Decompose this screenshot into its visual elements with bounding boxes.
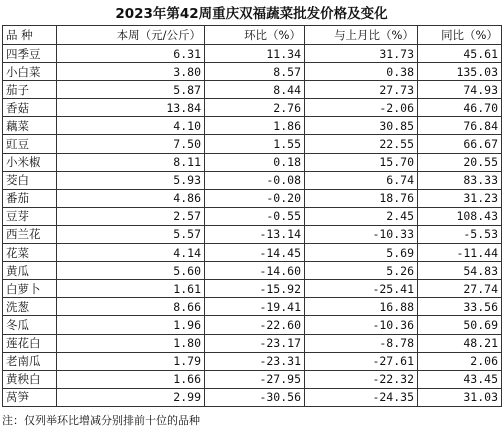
cell-week-change: 0.18	[205, 153, 305, 171]
table-row	[3, 225, 502, 243]
cell-week-change: 8.57	[205, 63, 305, 81]
table-row	[3, 352, 502, 370]
cell-variety: 西兰花	[3, 225, 57, 243]
cell-month-change: 30.85	[305, 117, 418, 135]
cell-variety: 番茄	[3, 189, 57, 207]
table-row	[3, 388, 502, 406]
table-row	[3, 370, 502, 388]
table-row	[3, 316, 502, 334]
cell-price: 3.80	[57, 63, 205, 81]
cell-week-change: 8.44	[205, 81, 305, 99]
table-row	[3, 262, 502, 280]
cell-month-change: 16.88	[305, 298, 418, 316]
cell-price: 5.60	[57, 262, 205, 280]
cell-price: 5.93	[57, 171, 205, 189]
table-row	[3, 99, 502, 117]
cell-variety: 洗葱	[3, 298, 57, 316]
cell-month-change: 5.26	[305, 262, 418, 280]
cell-variety: 白萝卜	[3, 280, 57, 298]
cell-variety: 冬瓜	[3, 316, 57, 334]
cell-year-change: 27.74	[418, 280, 502, 298]
cell-week-change: -30.56	[205, 388, 305, 406]
cell-month-change: -2.06	[305, 99, 418, 117]
cell-week-change: -0.08	[205, 171, 305, 189]
cell-variety: 藕菜	[3, 117, 57, 135]
cell-month-change: -27.61	[305, 352, 418, 370]
cell-month-change: 6.74	[305, 171, 418, 189]
cell-year-change: -11.44	[418, 244, 502, 262]
cell-price: 6.31	[57, 45, 205, 63]
cell-year-change: 43.45	[418, 370, 502, 388]
table-row	[3, 153, 502, 171]
cell-week-change: -0.20	[205, 189, 305, 207]
cell-week-change: -27.95	[205, 370, 305, 388]
cell-year-change: 83.33	[418, 171, 502, 189]
header-year-change: 同比（%）	[418, 26, 502, 45]
cell-year-change: 66.67	[418, 135, 502, 153]
cell-year-change: 50.69	[418, 316, 502, 334]
header-month-change: 与上月比（%）	[305, 26, 418, 45]
cell-week-change: -13.14	[205, 225, 305, 243]
table-row	[3, 135, 502, 153]
cell-variety: 莴笋	[3, 388, 57, 406]
cell-variety: 小米椒	[3, 153, 57, 171]
cell-week-change: -23.17	[205, 334, 305, 352]
cell-year-change: 20.55	[418, 153, 502, 171]
cell-price: 2.57	[57, 207, 205, 225]
cell-month-change: -24.35	[305, 388, 418, 406]
cell-month-change: -22.32	[305, 370, 418, 388]
cell-variety: 豆芽	[3, 207, 57, 225]
cell-variety: 黄秧白	[3, 370, 57, 388]
cell-month-change: -10.36	[305, 316, 418, 334]
cell-price: 1.66	[57, 370, 205, 388]
cell-month-change: 27.73	[305, 81, 418, 99]
cell-price: 1.61	[57, 280, 205, 298]
cell-month-change: -10.33	[305, 225, 418, 243]
table-row	[3, 117, 502, 135]
cell-price: 4.10	[57, 117, 205, 135]
cell-year-change: 54.83	[418, 262, 502, 280]
cell-price: 13.84	[57, 99, 205, 117]
cell-price: 5.87	[57, 81, 205, 99]
table-row	[3, 45, 502, 63]
cell-price: 1.79	[57, 352, 205, 370]
cell-year-change: 31.23	[418, 189, 502, 207]
cell-year-change: 2.06	[418, 352, 502, 370]
cell-year-change: 45.61	[418, 45, 502, 63]
cell-price: 7.50	[57, 135, 205, 153]
table-row	[3, 298, 502, 316]
cell-week-change: -14.60	[205, 262, 305, 280]
table-row	[3, 334, 502, 352]
cell-variety: 花菜	[3, 244, 57, 262]
cell-week-change: 1.86	[205, 117, 305, 135]
cell-month-change: 15.70	[305, 153, 418, 171]
cell-variety: 茭白	[3, 171, 57, 189]
cell-month-change: 0.38	[305, 63, 418, 81]
table-row	[3, 280, 502, 298]
cell-year-change: -5.53	[418, 225, 502, 243]
cell-variety: 莲花白	[3, 334, 57, 352]
cell-price: 4.14	[57, 244, 205, 262]
cell-week-change: -23.31	[205, 352, 305, 370]
cell-year-change: 74.93	[418, 81, 502, 99]
cell-year-change: 108.43	[418, 207, 502, 225]
cell-week-change: -0.55	[205, 207, 305, 225]
cell-price: 5.57	[57, 225, 205, 243]
cell-year-change: 33.56	[418, 298, 502, 316]
table-row	[3, 171, 502, 189]
cell-year-change: 31.03	[418, 388, 502, 406]
cell-week-change: 2.76	[205, 99, 305, 117]
cell-week-change: -15.92	[205, 280, 305, 298]
cell-variety: 小白菜	[3, 63, 57, 81]
cell-week-change: -19.41	[205, 298, 305, 316]
table-row	[3, 244, 502, 262]
cell-week-change: -14.45	[205, 244, 305, 262]
cell-year-change: 135.03	[418, 63, 502, 81]
cell-year-change: 48.21	[418, 334, 502, 352]
cell-week-change: 11.34	[205, 45, 305, 63]
cell-variety: 四季豆	[3, 45, 57, 63]
cell-week-change: 1.55	[205, 135, 305, 153]
footnote: 注：仅列举环比增减分别排前十位的品种	[2, 413, 200, 427]
cell-variety: 黄瓜	[3, 262, 57, 280]
header-variety: 品 种	[3, 26, 57, 45]
cell-month-change: 18.76	[305, 189, 418, 207]
cell-price: 4.86	[57, 189, 205, 207]
cell-variety: 香菇	[3, 99, 57, 117]
cell-month-change: -8.78	[305, 334, 418, 352]
header-week-change: 环比（%）	[205, 26, 305, 45]
cell-week-change: -22.60	[205, 316, 305, 334]
cell-price: 2.99	[57, 388, 205, 406]
cell-month-change: -25.41	[305, 280, 418, 298]
table-row	[3, 189, 502, 207]
table-row	[3, 63, 502, 81]
cell-year-change: 46.70	[418, 99, 502, 117]
cell-price: 8.66	[57, 298, 205, 316]
cell-price: 1.80	[57, 334, 205, 352]
table-row	[3, 81, 502, 99]
cell-year-change: 76.84	[418, 117, 502, 135]
cell-price: 1.96	[57, 316, 205, 334]
report-title: 2023年第42周重庆双福蔬菜批发价格及变化	[115, 6, 388, 22]
cell-variety: 豇豆	[3, 135, 57, 153]
cell-month-change: 5.69	[305, 244, 418, 262]
cell-price: 8.11	[57, 153, 205, 171]
price-table	[2, 25, 502, 407]
cell-variety: 茄子	[3, 81, 57, 99]
cell-month-change: 2.45	[305, 207, 418, 225]
cell-variety: 老南瓜	[3, 352, 57, 370]
table-header-row	[3, 26, 502, 45]
table-row	[3, 207, 502, 225]
header-price: 本周（元/公斤）	[57, 26, 205, 45]
cell-month-change: 31.73	[305, 45, 418, 63]
cell-month-change: 22.55	[305, 135, 418, 153]
